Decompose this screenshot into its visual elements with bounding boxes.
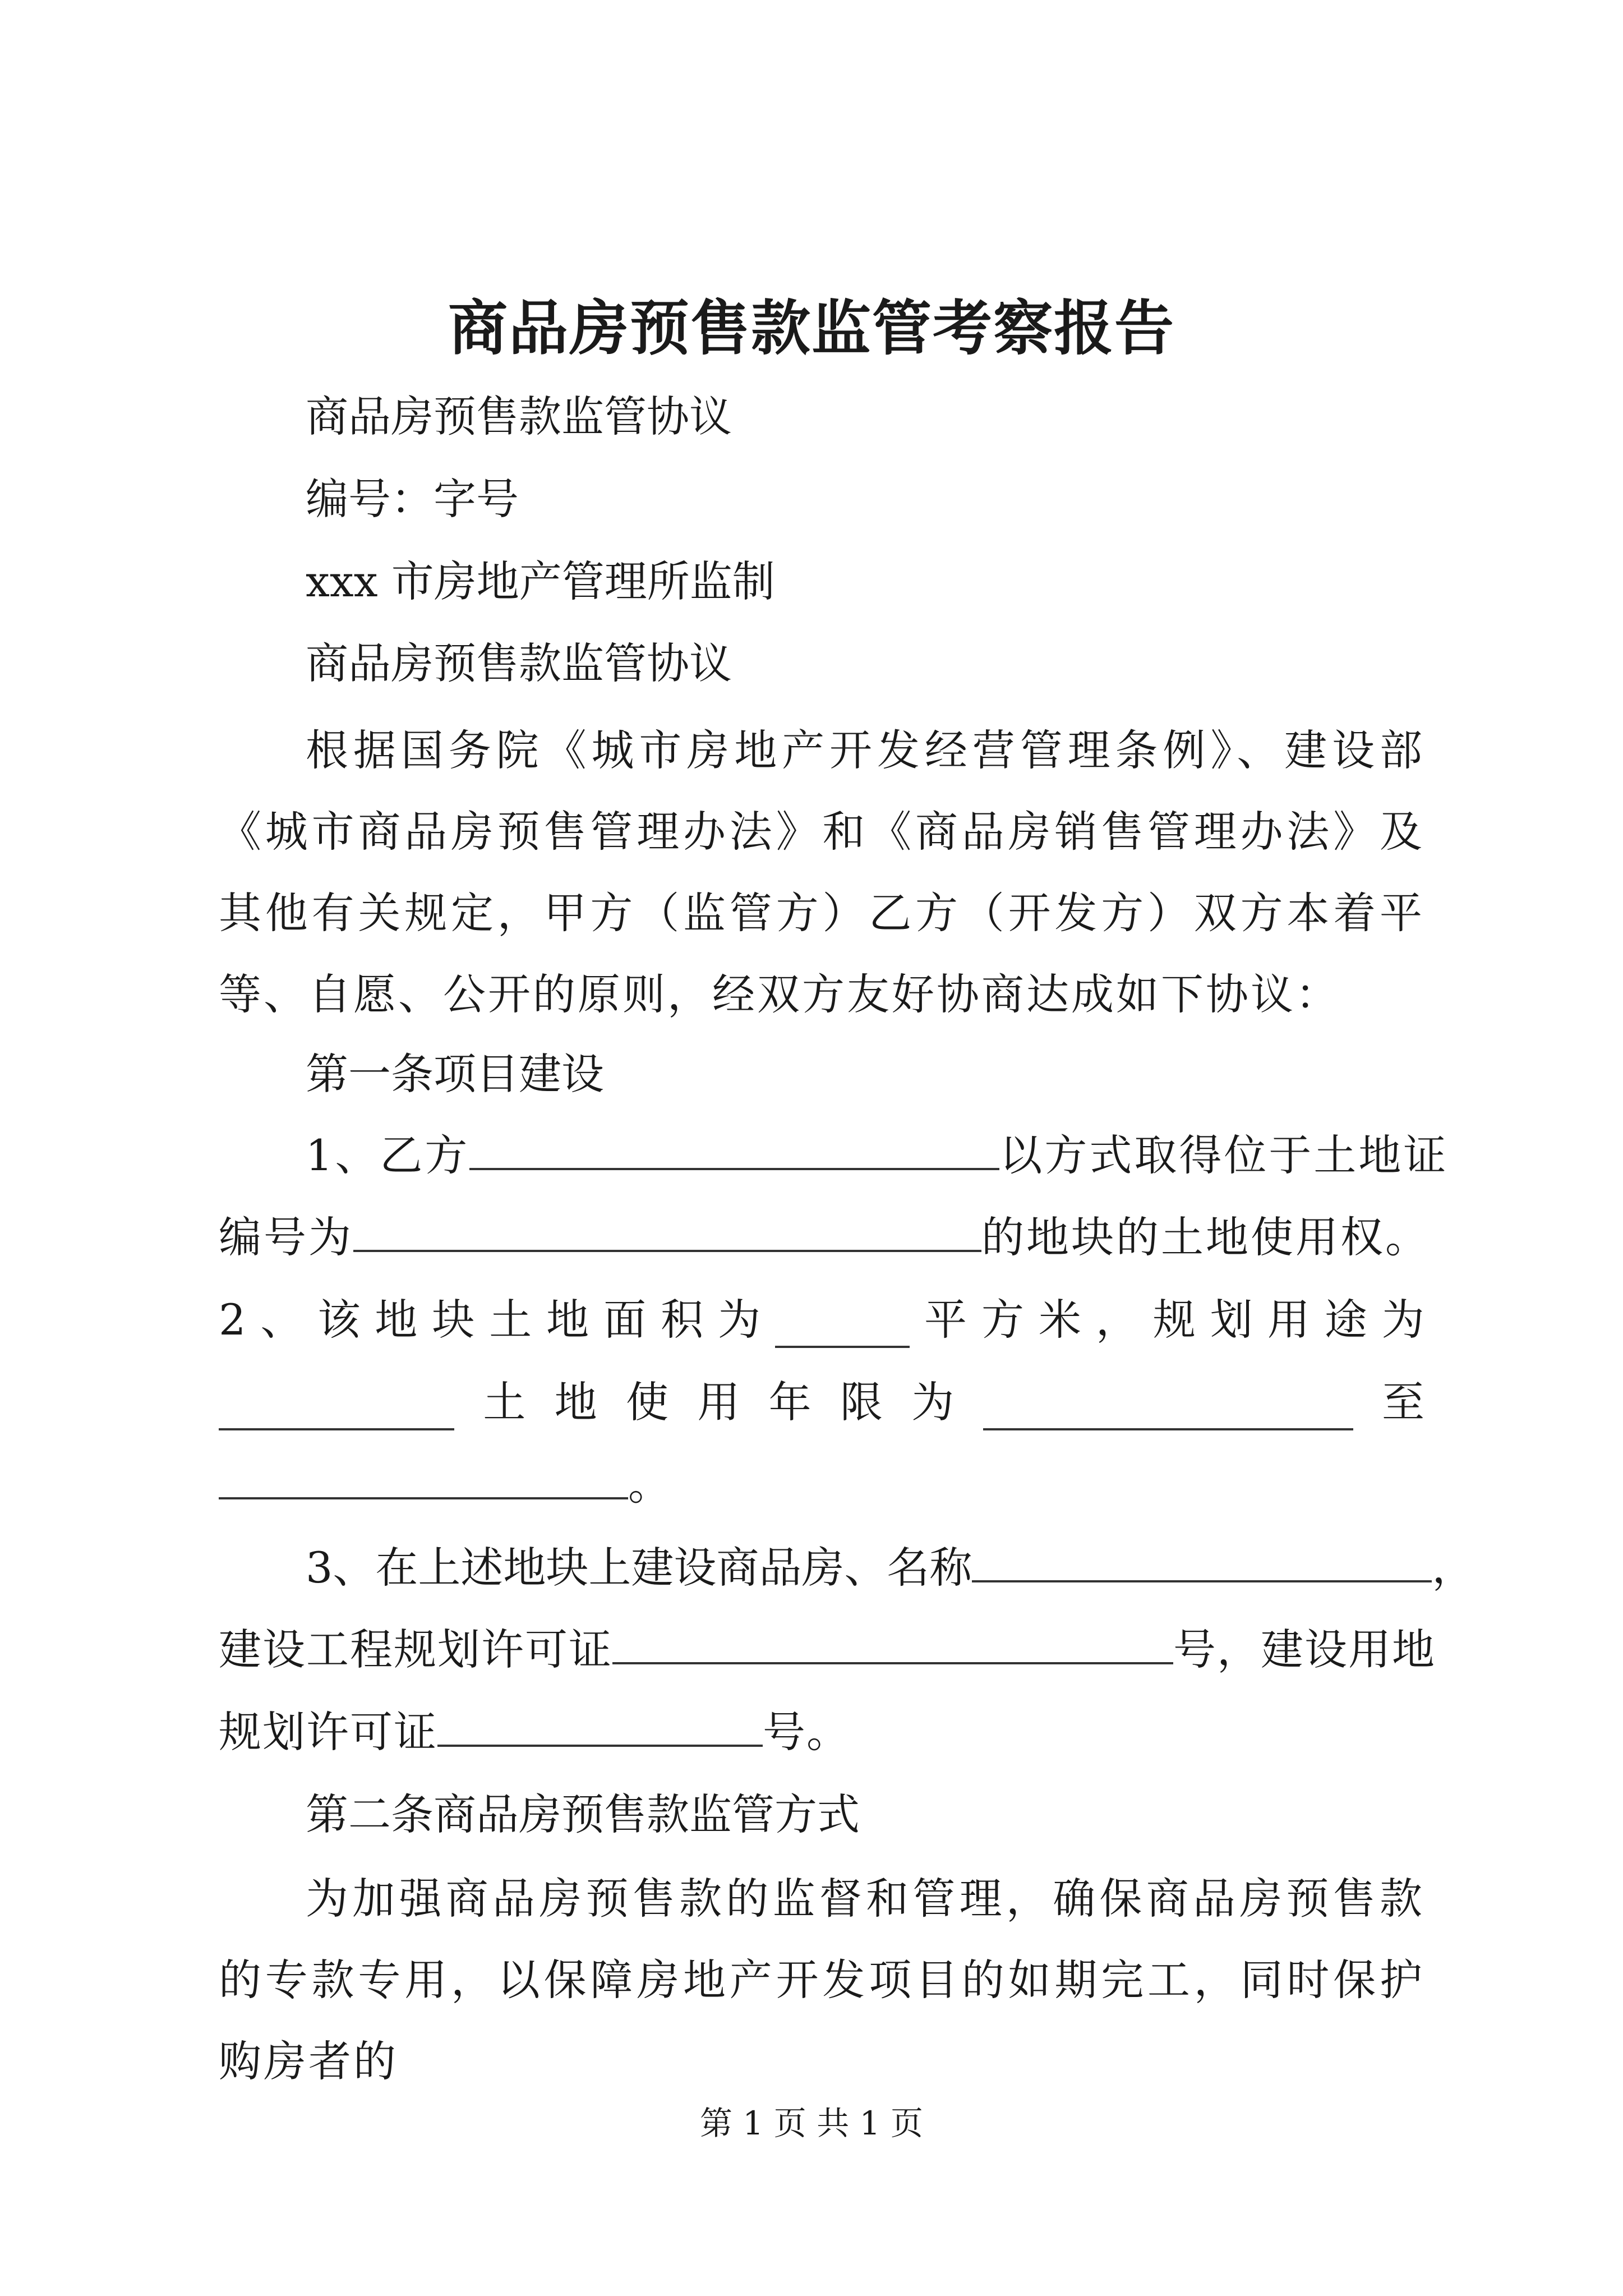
- land-cert-label: 编号为: [219, 1212, 353, 1262]
- document-title: 商品房预售款监管考察报告: [448, 293, 1175, 363]
- item-2-e6: 为: [911, 1377, 955, 1427]
- item-1-line-1: [306, 1128, 1448, 1184]
- item-1-line-2: [219, 1209, 1430, 1266]
- item-2-d6: 用: [1267, 1295, 1310, 1345]
- item-2-e1: 地: [554, 1377, 597, 1427]
- item-2-line-3: [219, 1457, 671, 1513]
- item-2-line-2: [219, 1374, 1424, 1430]
- intro-paragraph: 根据国务院《城市房地产开发经营管理条例》、建设部《城市商品房预售管理办法》和《商品房销售管理办法》及其他有关规定，甲方（监管方）乙方（开发方）双方本着平等、自愿、公开的原则，经双方友好协商达成如下协议：: [219, 725, 1424, 1019]
- item-2-d4: 规: [1152, 1295, 1196, 1345]
- item-2-d3: ，: [1095, 1295, 1138, 1345]
- term-end-blank: [219, 1458, 628, 1499]
- item-3-line-1: [306, 1540, 1474, 1596]
- item-2-c1: 、: [260, 1295, 303, 1345]
- item-2-c5: 土: [489, 1295, 532, 1345]
- item-2-c3: 地: [375, 1295, 418, 1345]
- item-2-d7: 途: [1324, 1295, 1367, 1345]
- purpose-blank: [219, 1389, 454, 1430]
- developer-blank: [469, 1129, 999, 1170]
- item-3-label: 3、在上述地块上建设商品房、名称: [306, 1543, 972, 1593]
- item-2-line-1: [219, 1292, 1424, 1348]
- article-2-heading: 第二条商品房预售款监管方式: [306, 1789, 860, 1839]
- agreement-heading-2: 商品房预售款监管协议: [306, 638, 732, 688]
- item-2-end: 。: [628, 1460, 671, 1510]
- item-2-c9: 为: [718, 1295, 761, 1345]
- item-2-d0: 平: [924, 1295, 967, 1345]
- item-1-text: 以方式取得位于土地证: [999, 1130, 1449, 1180]
- item-2-d1: 方: [981, 1295, 1024, 1345]
- item-2-e5: 限: [840, 1377, 883, 1427]
- issuer-line: xxx 市房地产管理所监制: [306, 556, 775, 606]
- item-2-c2: 该: [317, 1295, 361, 1345]
- planning-permit-label: 建设工程规划许可证: [219, 1625, 612, 1674]
- article-2-paragraph: 为加强商品房预售款的监督和管理，确保商品房预售款的专款专用，以保障房地产开发项目的如期完工，同时保护购房者的: [219, 1874, 1424, 2086]
- land-permit-suffix: 号。: [763, 1707, 850, 1757]
- item-2-e4: 年: [768, 1377, 811, 1427]
- item-2-c8: 积: [661, 1295, 704, 1345]
- item-2-c7: 面: [603, 1295, 647, 1345]
- item-2-c4: 块: [432, 1295, 475, 1345]
- item-3-comma: ，: [1432, 1543, 1475, 1593]
- item-2-e2: 使: [625, 1377, 668, 1427]
- item-2-c0: 2: [219, 1295, 246, 1345]
- agreement-heading-1: 商品房预售款监管协议: [306, 392, 732, 441]
- item-2-c6: 地: [546, 1295, 589, 1345]
- item-2-d5: 划: [1210, 1295, 1253, 1345]
- item-3-line-3: [219, 1704, 850, 1760]
- planning-permit-blank: [612, 1623, 1173, 1664]
- land-cert-blank: [353, 1211, 981, 1252]
- article-1-heading: 第一条项目建设: [306, 1049, 604, 1099]
- number-line: 编号：字号: [306, 474, 519, 524]
- item-2-to: 至: [1381, 1377, 1424, 1427]
- item-2-d8: 为: [1381, 1295, 1424, 1345]
- land-use-text: 的地块的土地使用权。: [981, 1212, 1430, 1262]
- item-2-e0: 土: [483, 1377, 526, 1427]
- page-footer: 第 1 页 共 1 页: [700, 2104, 923, 2142]
- project-name-blank: [972, 1541, 1432, 1582]
- planning-permit-suffix: 号，建设用地: [1173, 1625, 1436, 1674]
- area-blank: [775, 1306, 910, 1348]
- land-permit-label: 规划许可证: [219, 1707, 437, 1757]
- term-start-blank: [983, 1389, 1353, 1430]
- land-permit-blank: [437, 1705, 763, 1747]
- item-1-label: 1、乙方: [306, 1130, 470, 1180]
- item-2-e3: 用: [697, 1377, 740, 1427]
- item-3-line-2: [219, 1622, 1436, 1678]
- item-2-d2: 米: [1038, 1295, 1081, 1345]
